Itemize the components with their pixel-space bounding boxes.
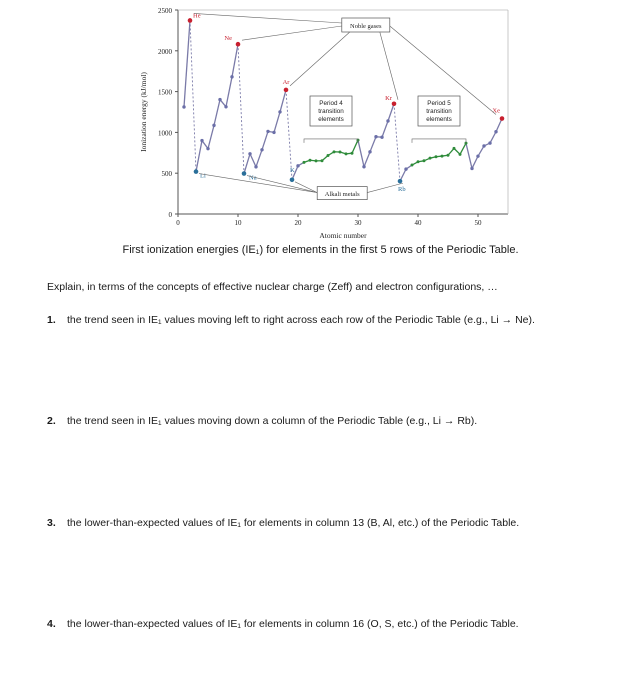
- series-line: [490, 132, 496, 143]
- series-line: [352, 140, 358, 153]
- data-point: [260, 148, 263, 151]
- data-point: [362, 165, 365, 168]
- data-point: [470, 167, 473, 170]
- data-point: [327, 154, 330, 157]
- data-point: [411, 164, 414, 167]
- data-point: [188, 18, 193, 23]
- series-line: [232, 44, 238, 77]
- x-axis-label: Atomic number: [319, 231, 367, 240]
- instructions: Explain, in terms of the concepts of effective nuclear charge (Zeff) and electron configurations, …: [47, 281, 498, 293]
- x-tick-label: 20: [294, 219, 302, 227]
- period4-transition-label: elements: [318, 116, 344, 123]
- y-tick-label: 1000: [158, 129, 172, 138]
- period4-transition-label: transition: [318, 108, 344, 115]
- data-point: [345, 152, 348, 155]
- noble-gas-symbol-xe: Xe: [492, 107, 500, 115]
- data-point: [296, 164, 299, 167]
- question-2: [47, 415, 627, 427]
- y-tick-label: 2000: [158, 47, 172, 56]
- series-line: [388, 104, 394, 121]
- series-line: [250, 154, 256, 167]
- data-point: [218, 98, 221, 101]
- data-point: [339, 150, 342, 153]
- alkali-symbol-na: Na: [249, 174, 257, 182]
- question-3-text: the lower-than-expected values of IE₁ for elements in column 13 (B, Al, etc.) of the Periodic Table.: [67, 517, 520, 529]
- data-point: [404, 167, 407, 170]
- data-point: [309, 159, 312, 162]
- noble-gas-symbol-kr: Kr: [385, 94, 392, 102]
- question-3-number: 3.: [47, 517, 56, 529]
- series-line: [370, 137, 376, 152]
- data-point: [254, 165, 257, 168]
- data-point: [417, 160, 420, 163]
- alkali-leader-line: [199, 174, 317, 193]
- noble-leader-line: [290, 32, 350, 86]
- x-tick-label: 50: [474, 219, 482, 227]
- data-point: [242, 171, 247, 176]
- data-point: [194, 169, 199, 174]
- question-1-text: the trend seen in IE₁ values moving left to right across each row of the Periodic Table (e.g., Li → Ne).: [67, 314, 535, 326]
- series-line: [208, 125, 214, 148]
- question-2-number: 2.: [47, 415, 56, 427]
- series-line: [364, 152, 370, 167]
- y-tick-label: 0: [168, 211, 172, 219]
- question-4: [47, 618, 627, 630]
- period-drop-line: [238, 44, 244, 173]
- alkali-leader-line: [247, 176, 317, 193]
- alkali-symbol-k: K: [290, 166, 295, 174]
- series-line: [358, 140, 364, 167]
- data-point: [200, 139, 203, 142]
- data-point: [368, 150, 371, 153]
- data-point: [248, 152, 251, 155]
- question-1-number: 1.: [47, 314, 56, 326]
- data-point: [374, 135, 377, 138]
- series-line: [382, 121, 388, 137]
- data-point: [459, 153, 462, 156]
- noble-gases-label: Noble gases: [350, 23, 382, 30]
- y-tick-label: 500: [161, 170, 172, 179]
- data-point: [447, 154, 450, 157]
- data-point: [429, 157, 432, 160]
- period5-transition-label: transition: [426, 108, 452, 115]
- noble-leader-line: [194, 13, 342, 23]
- data-point: [224, 105, 227, 108]
- period-drop-line: [394, 104, 400, 181]
- data-point: [182, 105, 185, 108]
- series-line: [226, 77, 232, 107]
- x-tick-label: 30: [354, 219, 362, 227]
- data-point: [398, 179, 403, 184]
- series-line: [274, 112, 280, 132]
- x-tick-label: 10: [234, 219, 242, 227]
- y-axis-label: Ionization energy (kJ/mol): [139, 72, 148, 152]
- data-point: [272, 131, 275, 134]
- period4-transition-label: Period 4: [319, 100, 343, 107]
- data-point: [435, 155, 438, 158]
- series-line: [256, 150, 262, 167]
- data-point: [206, 147, 209, 150]
- data-point: [266, 130, 269, 133]
- data-point: [392, 101, 397, 106]
- data-point: [236, 42, 241, 47]
- period5-bracket: [412, 139, 466, 143]
- series-line: [244, 154, 250, 174]
- noble-leader-line: [380, 32, 398, 100]
- data-point: [290, 178, 295, 183]
- series-line: [472, 156, 478, 168]
- series-line: [466, 143, 472, 168]
- question-4-text: the lower-than-expected values of IE₁ for elements in column 16 (O, S, etc.) of the Periodic Table.: [67, 618, 519, 630]
- noble-gas-symbol-ne: Ne: [224, 35, 232, 43]
- alkali-symbol-li: Li: [200, 172, 206, 180]
- data-point: [488, 141, 491, 144]
- alkali-symbol-rb: Rb: [398, 186, 406, 194]
- y-tick-label: 1500: [158, 88, 172, 97]
- figure-caption: First ionization energies (IE₁) for elements in the first 5 rows of the Periodic Table.: [122, 244, 519, 256]
- noble-gas-symbol-he: He: [193, 12, 201, 20]
- data-point: [212, 124, 215, 127]
- series-line: [214, 100, 220, 126]
- data-point: [441, 155, 444, 158]
- data-point: [321, 159, 324, 162]
- data-point: [380, 136, 383, 139]
- x-tick-label: 40: [414, 219, 422, 227]
- data-point: [482, 144, 485, 147]
- y-tick-label: 2500: [158, 7, 172, 15]
- alkali-metals-label: Alkali metals: [324, 191, 360, 199]
- data-point: [423, 159, 426, 162]
- data-point: [453, 147, 456, 150]
- period-drop-line: [190, 20, 196, 171]
- period5-transition-label: Period 5: [427, 100, 451, 107]
- data-point: [278, 110, 281, 113]
- data-point: [284, 88, 289, 93]
- ionization-energy-chart: [130, 0, 520, 240]
- data-point: [333, 150, 336, 153]
- series-line: [478, 146, 484, 156]
- data-point: [315, 159, 318, 162]
- series-line: [184, 20, 190, 106]
- question-1: [47, 314, 627, 326]
- data-point: [303, 161, 306, 164]
- x-tick-label: 0: [176, 219, 180, 227]
- series-line: [196, 141, 202, 172]
- series-line: [460, 143, 466, 154]
- data-point: [500, 116, 505, 121]
- period4-bracket: [304, 139, 358, 143]
- data-point: [386, 119, 389, 122]
- question-3: [47, 517, 627, 529]
- series-line: [262, 131, 268, 149]
- data-point: [230, 75, 233, 78]
- data-point: [476, 154, 479, 157]
- question-4-number: 4.: [47, 618, 56, 630]
- data-point: [494, 130, 497, 133]
- question-2-text: the trend seen in IE₁ values moving down a column of the Periodic Table (e.g., Li → Rb).: [67, 415, 478, 427]
- noble-leader-line: [242, 26, 342, 40]
- noble-gas-symbol-ar: Ar: [282, 78, 290, 86]
- data-point: [351, 152, 354, 155]
- period5-transition-label: elements: [426, 116, 452, 123]
- series-line: [280, 90, 286, 112]
